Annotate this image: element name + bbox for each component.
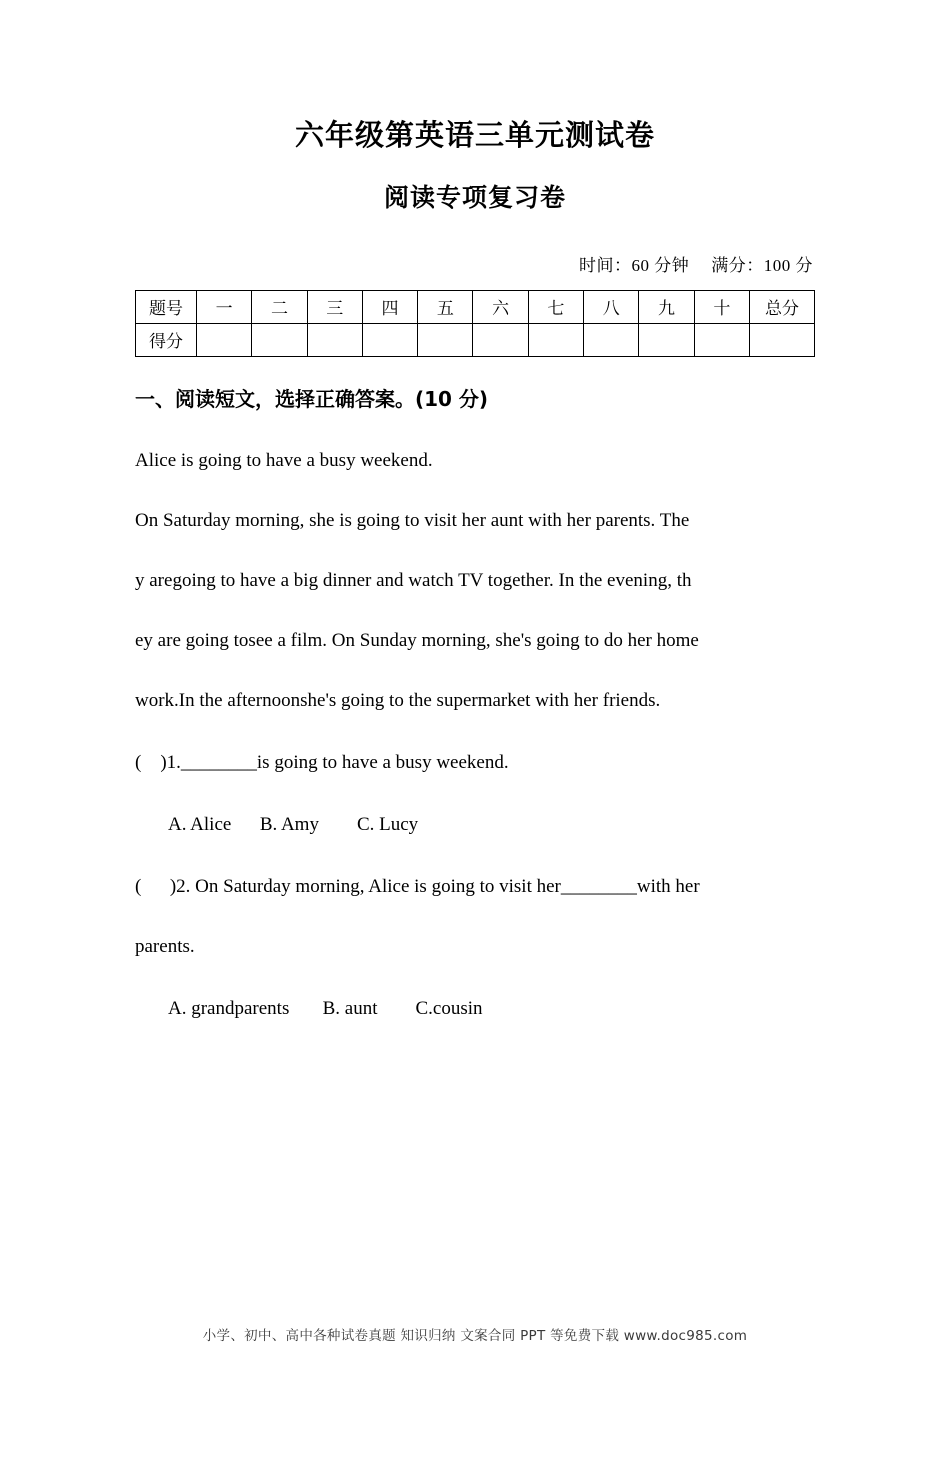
score-cell[interactable]	[418, 323, 473, 356]
question-stem[interactable]: ( )2. On Saturday morning, Alice is going to visit her________with her	[135, 875, 700, 897]
score-cell[interactable]	[694, 323, 749, 356]
passage-line: On Saturday morning, she is going to visit her aunt with her parents. The	[135, 509, 690, 531]
question-options[interactable]: A. grandparents B. aunt C.cousin	[168, 997, 483, 1019]
passage-line: Alice is going to have a busy weekend.	[135, 449, 433, 471]
question-stem[interactable]: ( )1.________is going to have a busy weekend.	[135, 751, 509, 773]
score-table-row-label: 题号	[136, 290, 197, 323]
score-table-header-cell: 二	[252, 290, 307, 323]
score-table-row-label: 得分	[136, 323, 197, 356]
score-table-header-cell: 六	[473, 290, 528, 323]
document-page	[0, 118, 950, 1462]
score-cell[interactable]	[307, 323, 362, 356]
passage-line: work.In the afternoonshe's going to the supermarket with her friends.	[135, 689, 661, 711]
score-table-header-cell: 八	[584, 290, 639, 323]
score-table-header-cell: 九	[639, 290, 694, 323]
score-cell[interactable]	[197, 323, 252, 356]
footer-text: 小学、初中、高中各种试卷真题 知识归纳 文案合同 PPT 等免费下载	[202, 1328, 620, 1344]
exam-time: 时间：60 分钟	[579, 255, 690, 275]
score-table-header-cell: 四	[362, 290, 417, 323]
score-table-header-cell: 五	[418, 290, 473, 323]
score-cell[interactable]	[639, 323, 694, 356]
score-cell[interactable]	[362, 323, 417, 356]
score-table-header-cell: 一	[197, 290, 252, 323]
exam-meta	[135, 251, 815, 276]
table-row	[136, 290, 815, 323]
score-table-header-cell: 三	[307, 290, 362, 323]
score-table-header-cell: 十	[694, 290, 749, 323]
question-stem-continued: parents.	[135, 935, 195, 957]
exam-total-score: 满分：100 分	[711, 255, 813, 275]
score-cell[interactable]	[473, 323, 528, 356]
footer-url[interactable]: www.doc985.com	[623, 1328, 748, 1344]
table-row	[136, 323, 815, 356]
section-heading-1: 一、阅读短文，选择正确答案。(10 分)	[135, 386, 489, 411]
page-subtitle: 阅读专项复习卷	[383, 182, 566, 212]
question-options[interactable]: A. Alice B. Amy C. Lucy	[168, 813, 419, 835]
score-table-header-cell-total: 总分	[750, 290, 815, 323]
score-cell[interactable]	[584, 323, 639, 356]
score-cell[interactable]	[252, 323, 307, 356]
score-table-header-cell: 七	[528, 290, 583, 323]
page-footer	[0, 1324, 950, 1344]
passage-line: ey are going tosee a film. On Sunday morning, she's going to do her home	[135, 629, 699, 651]
score-table	[135, 290, 815, 357]
score-cell[interactable]	[528, 323, 583, 356]
page-title: 六年级第英语三单元测试卷	[294, 118, 655, 152]
passage-line: y aregoing to have a big dinner and watch TV together. In the evening, th	[135, 569, 692, 591]
score-cell-total[interactable]	[750, 323, 815, 356]
